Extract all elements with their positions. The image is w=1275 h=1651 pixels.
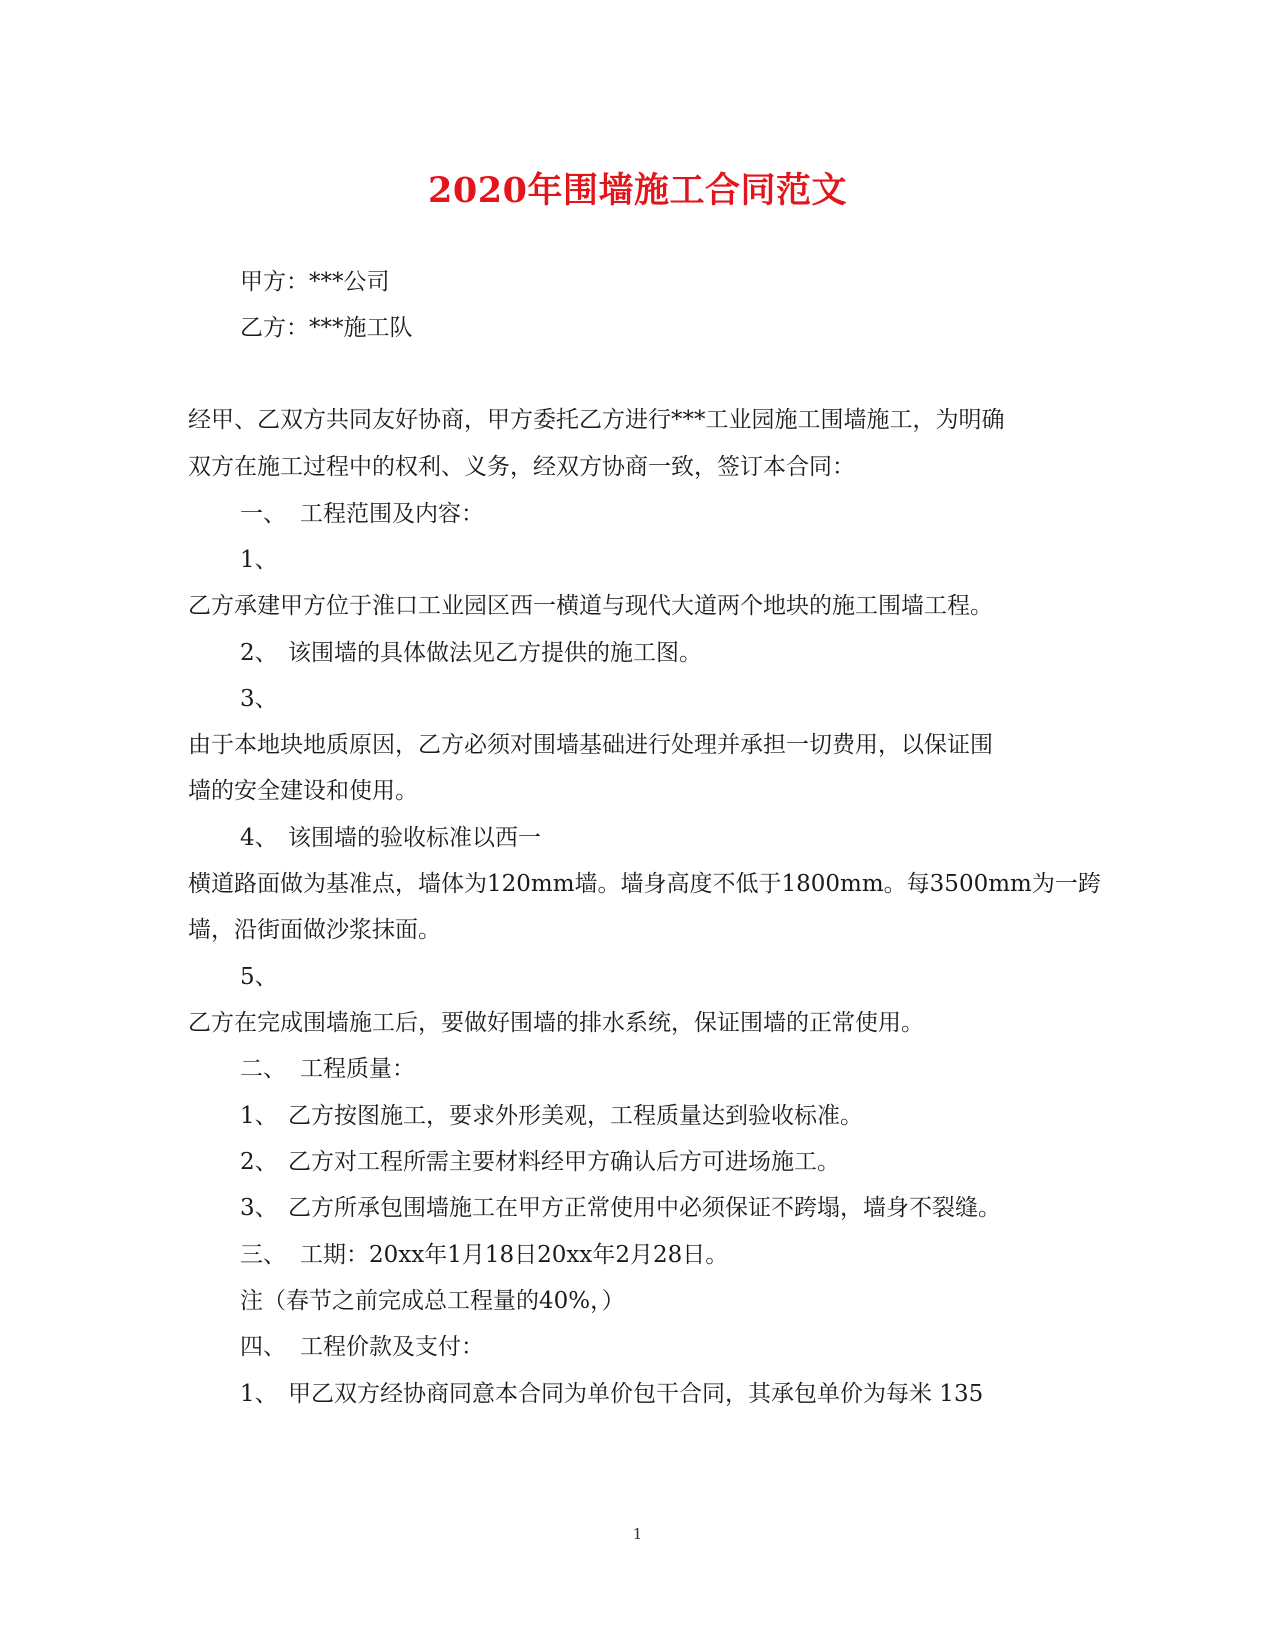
item-text: 墙的安全建设和使用。 bbox=[188, 778, 418, 804]
section-title: 工程范围及内容： bbox=[300, 501, 484, 527]
intro-line-2: 双方在施工过程中的权利、义务，经双方协商一致，签订本合同： bbox=[188, 454, 855, 480]
item-number: 1、 bbox=[240, 1103, 278, 1129]
list-item bbox=[240, 1379, 983, 1409]
item-text: 该围墙的验收标准以西一 bbox=[288, 825, 541, 851]
intro-line-1: 经甲、乙双方共同友好协商，甲方委托乙方进行***工业园施工围墙施工，为明确 bbox=[188, 407, 1005, 433]
section-title: 工程价款及支付： bbox=[300, 1334, 484, 1360]
item-number: 2、 bbox=[240, 640, 278, 666]
section-heading bbox=[240, 1054, 415, 1084]
item-number: 5、 bbox=[240, 964, 278, 990]
section-number: 二、 bbox=[240, 1056, 286, 1082]
item-number: 1、 bbox=[240, 547, 278, 573]
list-item bbox=[240, 1147, 840, 1177]
list-item bbox=[240, 1193, 1001, 1223]
list-item bbox=[240, 823, 541, 853]
item-text: 乙方在完成围墙施工后，要做好围墙的排水系统，保证围墙的正常使用。 bbox=[188, 1010, 924, 1036]
item-text: 乙方所承包围墙施工在甲方正常使用中必须保证不跨塌，墙身不裂缝。 bbox=[288, 1195, 1001, 1221]
section-number: 三、 bbox=[240, 1242, 286, 1268]
item-text: 由于本地块地质原因，乙方必须对围墙基础进行处理并承担一切费用，以保证围 bbox=[188, 732, 993, 758]
item-text: 乙方对工程所需主要材料经甲方确认后方可进场施工。 bbox=[288, 1149, 840, 1175]
party-a: 甲方：***公司 bbox=[240, 269, 390, 295]
schedule-note: 注（春节之前完成总工程量的40%，） bbox=[240, 1288, 625, 1314]
item-text: 横道路面做为基准点，墙体为120mm墙。墙身高度不低于1800mm。每3500mm为一跨 bbox=[188, 871, 1101, 897]
item-text: 墙，沿街面做沙浆抹面。 bbox=[188, 917, 441, 943]
item-number: 3、 bbox=[240, 1195, 278, 1221]
schedule-text: 工期：20xx年1月18日20xx年2月28日。 bbox=[300, 1242, 729, 1268]
item-number: 3、 bbox=[240, 686, 278, 712]
section-heading bbox=[240, 499, 484, 529]
section-heading bbox=[240, 1240, 728, 1270]
list-item bbox=[240, 1101, 863, 1131]
section-number: 四、 bbox=[240, 1334, 286, 1360]
item-text: 该围墙的具体做法见乙方提供的施工图。 bbox=[288, 640, 702, 666]
section-number: 一、 bbox=[240, 501, 286, 527]
item-text: 乙方承建甲方位于淮口工业园区西一横道与现代大道两个地块的施工围墙工程。 bbox=[188, 593, 993, 619]
section-heading bbox=[240, 1332, 484, 1362]
item-text: 乙方按图施工，要求外形美观，工程质量达到验收标准。 bbox=[288, 1103, 863, 1129]
section-title: 工程质量： bbox=[300, 1056, 415, 1082]
page-title: 2020年围墙施工合同范文 bbox=[428, 170, 847, 211]
item-text: 甲乙双方经协商同意本合同为单价包干合同，其承包单价为每米 135 bbox=[288, 1381, 984, 1407]
item-number: 1、 bbox=[240, 1381, 278, 1407]
item-number: 2、 bbox=[240, 1149, 278, 1175]
party-b: 乙方：***施工队 bbox=[240, 315, 413, 341]
list-item bbox=[240, 638, 702, 668]
page-number: 1 bbox=[632, 1525, 643, 1543]
item-number: 4、 bbox=[240, 825, 278, 851]
